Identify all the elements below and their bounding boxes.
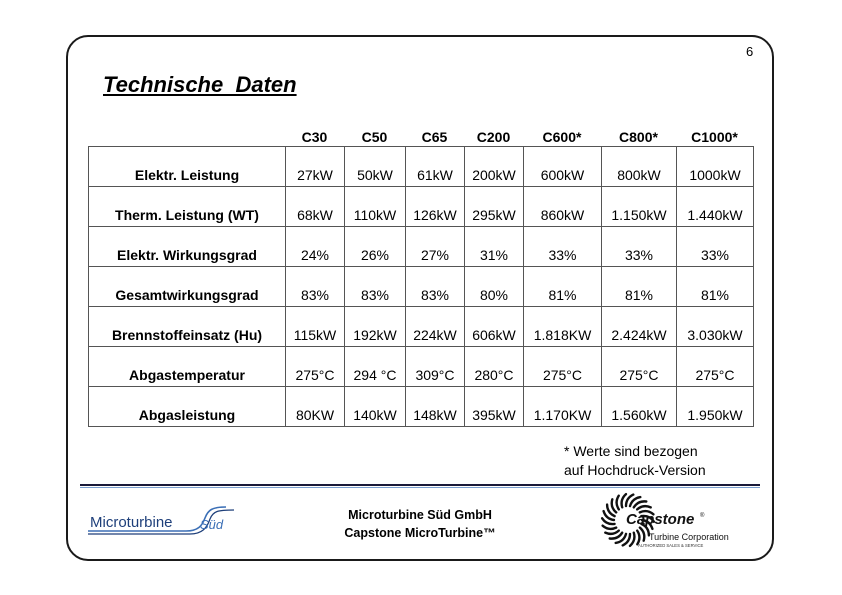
table-cell: 1.170KW — [524, 387, 602, 427]
column-header: C50 — [361, 129, 388, 145]
table-cell: 1000kW — [677, 147, 754, 187]
tech-data-table — [88, 146, 754, 427]
table-cell: 27% — [406, 227, 465, 267]
burst-blade — [605, 531, 619, 534]
table-cell: 3.030kW — [677, 307, 754, 347]
row-label: Gesamtwirkungsgrad — [89, 267, 286, 307]
table-cell: 33% — [602, 227, 677, 267]
table-cell: 2.424kW — [602, 307, 677, 347]
table-row — [89, 387, 754, 427]
row-label: Therm. Leistung (WT) — [89, 187, 286, 227]
table-cell: 860kW — [524, 187, 602, 227]
burst-blade — [617, 496, 619, 510]
table-row — [89, 307, 754, 347]
table-cell: 1.440kW — [677, 187, 754, 227]
table-cell: 1.150kW — [602, 187, 677, 227]
table-cell: 275°C — [677, 347, 754, 387]
capstone-corp: Turbine Corporation — [649, 532, 729, 542]
capstone-logo — [598, 490, 758, 552]
table-row — [89, 347, 754, 387]
table-cell: 192kW — [345, 307, 406, 347]
table-cell: 395kW — [465, 387, 524, 427]
footnote-line: auf Hochdruck-Version — [564, 462, 706, 478]
table-cell: 148kW — [406, 387, 465, 427]
column-header: C600* — [542, 129, 582, 145]
logo-text-sub: Süd — [200, 517, 224, 532]
table-cell: 275°C — [286, 347, 345, 387]
table-cell: 50kW — [345, 147, 406, 187]
column-header: C800* — [619, 129, 658, 145]
footer-divider — [80, 484, 760, 486]
burst-blade — [603, 526, 617, 529]
capstone-reg-mark: ® — [700, 513, 705, 519]
footer-divider-accent — [80, 487, 760, 488]
burst-blade — [637, 506, 651, 509]
table-cell: 115kW — [286, 307, 345, 347]
row-label: Abgastemperatur — [89, 347, 286, 387]
page-number: 6 — [746, 44, 754, 59]
table-row — [89, 227, 754, 267]
table-cell: 33% — [524, 227, 602, 267]
table-cell: 68kW — [286, 187, 345, 227]
table-cell: 800kW — [602, 147, 677, 187]
table-row — [89, 187, 754, 227]
capstone-authorized: AUTHORIZED SALES & SERVICE — [638, 543, 704, 548]
table-cell: 83% — [286, 267, 345, 307]
company-info — [300, 506, 540, 542]
table-cell: 275°C — [602, 347, 677, 387]
table-row — [89, 267, 754, 307]
table-cell: 26% — [345, 227, 406, 267]
table-cell: 275°C — [524, 347, 602, 387]
row-label: Elektr. Wirkungsgrad — [89, 227, 286, 267]
table-cell: 33% — [677, 227, 754, 267]
table-cell: 110kW — [345, 187, 406, 227]
column-header: C65 — [421, 129, 448, 145]
table-cell: 1.560kW — [602, 387, 677, 427]
table-cell: 280°C — [465, 347, 524, 387]
logo-text-main: Microturbine — [90, 514, 173, 531]
capstone-brand: Capstone — [626, 511, 695, 528]
company-name: Microturbine Süd GmbH — [348, 508, 492, 522]
table-cell: 126kW — [406, 187, 465, 227]
table-cell: 600kW — [524, 147, 602, 187]
table-cell: 31% — [465, 227, 524, 267]
microturbine-sued-logo — [86, 504, 236, 538]
table-cell: 606kW — [465, 307, 524, 347]
table-cell: 81% — [677, 267, 754, 307]
table-cell: 81% — [524, 267, 602, 307]
column-header: C30 — [301, 129, 328, 145]
table-cell: 224kW — [406, 307, 465, 347]
page-title: Technische Daten — [103, 72, 297, 97]
table-cell: 80KW — [286, 387, 345, 427]
row-label: Elektr. Leistung — [89, 147, 286, 187]
table-cell: 27kW — [286, 147, 345, 187]
footnote — [564, 442, 706, 480]
table-cell: 294 °C — [345, 347, 406, 387]
table-cell: 61kW — [406, 147, 465, 187]
column-header: C1000* — [691, 129, 738, 145]
table-cell: 1.818KW — [524, 307, 602, 347]
footnote-line: * Werte sind bezogen — [564, 443, 698, 459]
row-label: Brennstoffeinsatz (Hu) — [89, 307, 286, 347]
table-row — [89, 147, 754, 187]
table-cell: 83% — [406, 267, 465, 307]
table-cell: 200kW — [465, 147, 524, 187]
table-cell: 24% — [286, 227, 345, 267]
table-cell: 81% — [602, 267, 677, 307]
table-cell: 83% — [345, 267, 406, 307]
table-cell: 295kW — [465, 187, 524, 227]
row-label: Abgasleistung — [89, 387, 286, 427]
table-cell: 1.950kW — [677, 387, 754, 427]
column-header: C200 — [476, 129, 511, 145]
company-product: Capstone MicroTurbine™ — [344, 526, 496, 540]
table-cell: 80% — [465, 267, 524, 307]
table-cell: 309°C — [406, 347, 465, 387]
table-cell: 140kW — [345, 387, 406, 427]
